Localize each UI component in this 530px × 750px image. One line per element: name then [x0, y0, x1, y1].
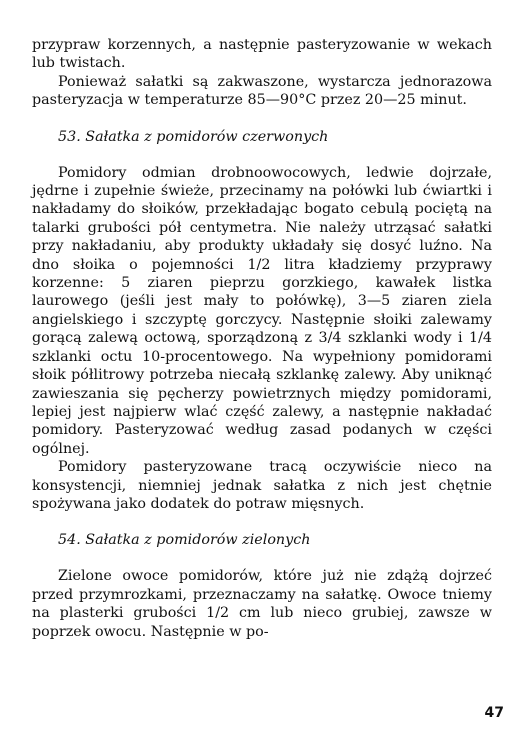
page-content	[32, 36, 492, 641]
recipe-heading-54: 54. Sałatka z pomidorów zielonych	[58, 532, 311, 549]
paragraph-continuation: przypraw korzennych, a następnie pasteryzowanie w wekach lub twistach.	[32, 37, 492, 72]
recipe-54-paragraph-1: Zielone owoce pomidorów, które już nie zdążą dojrzeć przed przymrozkami, przeznaczamy na sałatkę. Owoce tniemy na plasterki grubości 1/2 cm lub nieco grubiej, zawsze w poprzek owocu. Następnie w po-	[32, 568, 492, 640]
paragraph-pasteurization: Ponieważ sałatki są zakwaszone, wystarcza jednorazowa pasteryzacja w temperaturze 85—90°C przez 20—25 minut.	[32, 73, 492, 109]
recipe-53-paragraph-2: Pomidory pasteryzowane tracą oczywiście nieco na konsystencji, niemniej jednak sałatka z nich jest chętnie spożywana jako dodatek do potraw mięsnych.	[32, 459, 492, 512]
recipe-53-paragraph-1: Pomidory odmian drobnoowocowych, ledwie dojrzałe, jędrne i zupełnie świeże, przecinamy na połówki lub ćwiartki i nakładamy do słoików, przekładając bogato cebulą pociętą na talarki grubości pół centymetra. Nie należy utrząsać sałatki przy nakładaniu, aby produkty układały się dosyć luźno. Na dno słoika o pojemności 1/2 litra kładziemy przyprawy korzenne: 5 ziaren pieprzu gorzkiego, kawałek listka laurowego (jeśli jest mały to połówkę), 3—5 ziaren ziela angielskiego i szczyptę gorczycy. Następnie słoiki zalewamy gorącą zalewą octową, sporządzoną z 3/4 szklanki wody i 1/4 szklanki octu 10-procentowego. Na wypełniony pomidorami słoik półlitrowy potrzeba niecałą szklankę zalewy. Aby uniknąć zawieszania się pęcherzy powietrznych między pomidorami, lepiej jest najpierw wlać część zalewy, a następnie nakładać pomidory. Pasteryzować według zasad podanych w części ogólnej.	[32, 164, 492, 457]
recipe-heading-53: 53. Sałatka z pomidorów czerwonych	[58, 128, 329, 145]
page-number: 47	[484, 705, 504, 721]
